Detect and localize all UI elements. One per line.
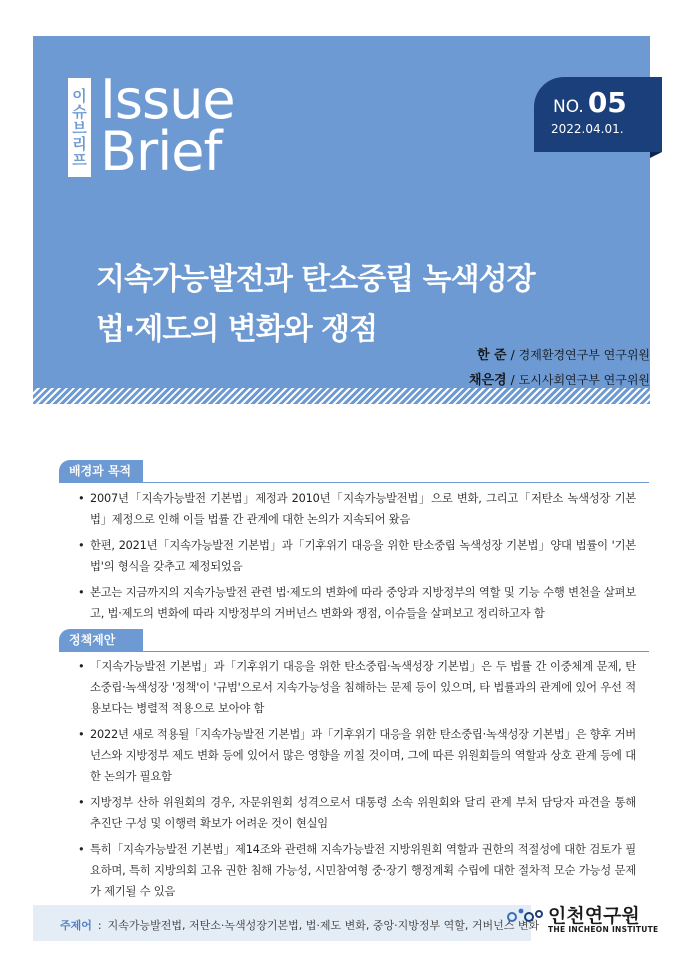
keywords-text: 지속가능발전법, 저탄소·녹색성장기본법, 법·제도 변화, 중앙·지방정부 역할, 거버넌스 변화 <box>107 919 540 932</box>
author-row <box>469 343 650 368</box>
list-item <box>78 839 636 902</box>
logo-ring-icon <box>536 911 542 917</box>
list-item-text: 지방정부 산하 위원회의 경우, 자문위원회 성격으로서 대통령 소속 위원회와 달리 관계 부처 담당자 파견을 통해 추진단 구성 및 이행력 확보가 어려운 것이 현실임 <box>90 796 636 830</box>
title-line-1: 지속가능발전과 탄소중립 녹색성장 <box>96 262 535 297</box>
keywords-separator: : <box>97 919 102 932</box>
bullet-icon: • <box>78 492 85 505</box>
author-list <box>469 343 650 393</box>
list-item <box>78 792 636 834</box>
issue-number-label: NO. <box>553 97 584 117</box>
keywords-label: 주제어 <box>60 919 92 932</box>
section-rule <box>59 651 649 652</box>
list-item-text: 특히「지속가능발전 기본법」제14조와 관련해 지속가능발전 지방위원회 역할과 권한의 적절성에 대한 검토가 필요하며, 특히 지방의회 고유 권한 침해 가능성, 시민참여형 중·장기 행정계획 수립에 대한 절차적 모순 가능성 문제가 제기될 수 있음 <box>90 843 636 898</box>
list-item <box>78 535 636 577</box>
issue-number-tag-fold <box>650 152 662 158</box>
list-item <box>78 488 636 530</box>
background-list <box>78 488 636 629</box>
list-item-text: 「지속가능발전 기본법」과「기후위기 대응을 위한 탄소중립·녹색성장 기본법」은 두 법률 간 이중체계 문제, 탄소중립·녹색성장 '정책'이 '규범'으로서 지속가능성을 침해하는 문제 등이 있으며, 타 법률과의 관계에 있어 우선 적용보다는 병렬적 적용으로 보아야 함 <box>90 660 636 715</box>
issue-word: Issue <box>100 68 235 131</box>
list-item-text: 2022년 새로 적용될「지속가능발전 기본법」과「기후위기 대응을 위한 탄소중립·녹색성장 기본법」은 향후 거버넌스와 지방정부 제도 변화 등에 있어서 많은 영향을 끼칠 것이며, 그에 따른 위원회들의 역할과 상호 관계 등에 대한 논의가 필요함 <box>90 728 636 783</box>
policy-list <box>78 656 636 907</box>
list-item <box>78 656 636 719</box>
list-item-text: 2007년「지속가능발전 기본법」제정과 2010년「지속가능발전법」으로 변화, 그리고「저탄소 녹색성장 기본법」제정으로 인해 이들 법률 간 관계에 대한 논의가 지속되어 왔음 <box>90 492 636 526</box>
list-item-text: 본고는 지금까지의 지속가능발전 관련 법·제도의 변화에 따라 중앙과 지방정부의 역할 및 기능 수행 변천을 살펴보고, 법·제도의 변화에 따라 지방정부의 거버넌스 변화와 쟁점, 이슈들을 살펴보고 정리하고자 함 <box>90 586 636 620</box>
logo-dot-icon <box>519 909 524 914</box>
logo-ring-icon <box>508 913 516 921</box>
section-label-background: 배경과 목적 <box>59 460 143 482</box>
issue-number-value: 05 <box>587 86 627 119</box>
bullet-icon: • <box>78 728 85 741</box>
vertical-label-box <box>68 78 91 177</box>
list-item <box>78 582 636 624</box>
bullet-icon: • <box>78 660 85 673</box>
vertical-label: 이슈브리프 <box>70 87 88 168</box>
institute-subtitle: THE INCHEON INSTITUTE <box>548 925 659 934</box>
logo-ring-icon <box>525 913 533 921</box>
author-separator: / <box>510 348 515 362</box>
list-item-text: 한편, 2021년「지속가능발전 기본법」과「기후위기 대응을 위한 탄소중립 녹색성장 기본법」양대 법률이 '기본법'의 형식을 갖추고 제정되었음 <box>90 539 636 573</box>
issue-date: 2022.04.01. <box>551 122 624 136</box>
brief-word: Brief <box>100 120 222 183</box>
section-label-policy: 정책제안 <box>59 629 143 651</box>
bullet-icon: • <box>78 796 85 809</box>
list-item <box>78 724 636 787</box>
title-line-2: 법·제도의 변화와 쟁점 <box>96 312 378 347</box>
author-row <box>469 368 650 393</box>
section-rule <box>59 482 649 483</box>
author-affiliation: 경제환경연구부 연구위원 <box>518 348 650 362</box>
bullet-icon: • <box>78 539 85 552</box>
author-name: 채은경 <box>468 373 507 388</box>
keywords-line <box>60 917 539 933</box>
author-name: 한 준 <box>476 348 507 363</box>
issue-number <box>553 86 627 119</box>
institute-name: 인천연구원 <box>548 905 640 927</box>
bullet-icon: • <box>78 586 85 599</box>
page-title <box>96 255 535 355</box>
author-affiliation: 도시사회연구부 연구위원 <box>518 373 650 387</box>
bullet-icon: • <box>78 843 85 856</box>
author-separator: / <box>510 373 515 387</box>
